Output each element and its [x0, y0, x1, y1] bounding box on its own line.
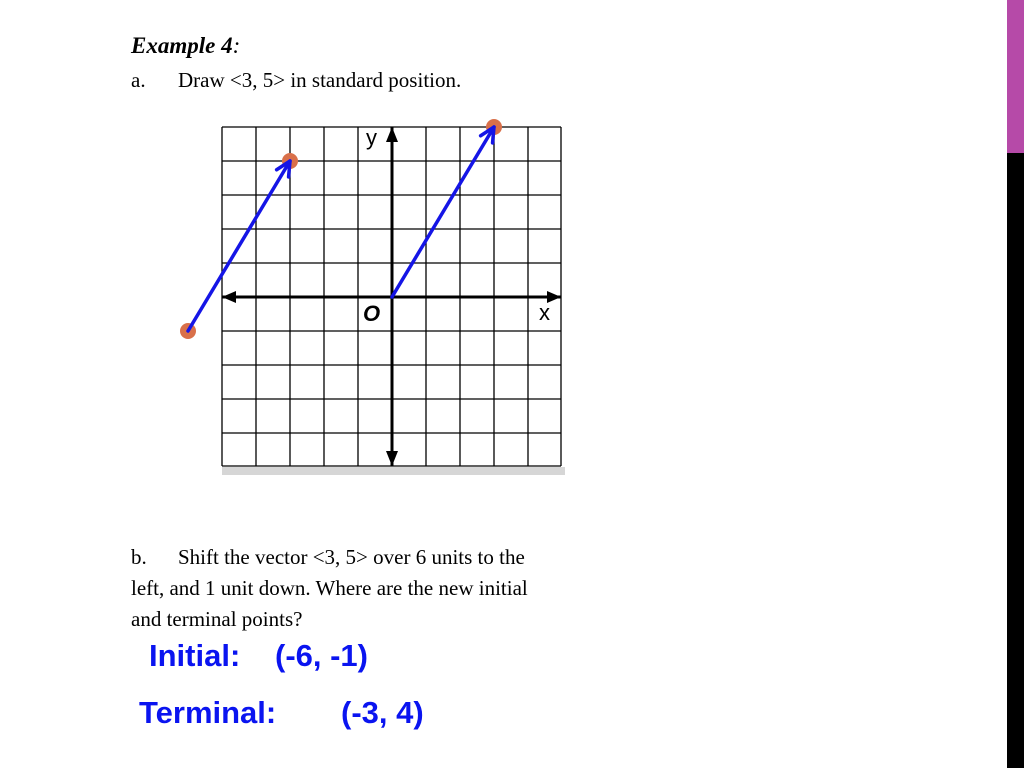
part-b-text-1: Shift the vector <3, 5> over 6 units to the: [178, 545, 525, 569]
part-a-text: Draw <3, 5> in standard position.: [178, 68, 462, 92]
answer-terminal-value: (-3, 4): [341, 695, 424, 730]
y-axis-arrow-up: [386, 127, 398, 142]
example-heading: Example 4:: [131, 33, 241, 58]
answer-terminal-label: Terminal:: [139, 695, 277, 730]
part-b-line-1: [131, 545, 525, 570]
x-axis-arrow-left: [222, 291, 236, 303]
part-b-line-3: and terminal points?: [131, 607, 303, 631]
answer-initial-value: (-6, -1): [275, 638, 368, 673]
answer-initial-label: Initial:: [149, 638, 241, 673]
origin-label: O: [363, 301, 381, 326]
answer-terminal: [139, 695, 424, 731]
y-axis-label: y: [366, 125, 377, 150]
part-a-marker: a.: [131, 68, 146, 92]
part-b-marker: b.: [131, 545, 147, 569]
vector-line: [392, 127, 494, 297]
vector-line: [188, 161, 290, 331]
y-axis-arrow-down: [386, 451, 398, 466]
part-b-line-2: left, and 1 unit down. Where are the new initial: [131, 576, 528, 600]
x-axis-label: x: [539, 300, 550, 325]
scan-shadow: [222, 467, 565, 475]
answer-initial: [149, 638, 368, 674]
